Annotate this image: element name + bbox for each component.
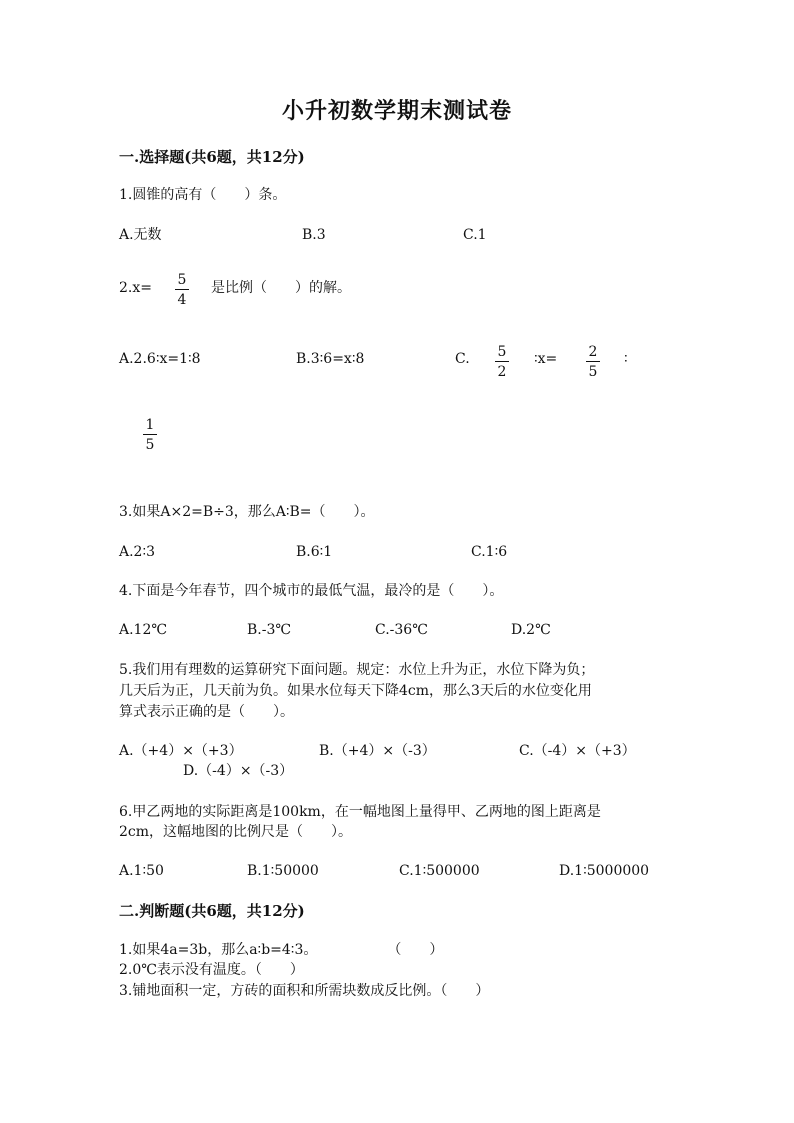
question-1: 1.圆锥的高有（ ）条。 xyxy=(119,187,287,203)
question-2-prefix: 2.x= xyxy=(119,280,152,296)
fraction-bar xyxy=(495,361,509,362)
q6-option-b: B.1∶50000 xyxy=(247,863,319,879)
fraction-denominator: 5 xyxy=(145,437,155,453)
fraction-denominator: 2 xyxy=(497,364,507,380)
q6-option-c: C.1∶500000 xyxy=(399,863,480,879)
judgement-item-3: 3.铺地面积一定，方砖的面积和所需块数成反比例。（ ） xyxy=(119,983,490,999)
q2-option-c-mid: ∶x= xyxy=(534,351,558,367)
q1-option-c: C.1 xyxy=(463,227,487,243)
q2-option-c-prefix: C. xyxy=(455,351,470,367)
q5-option-d: D.（-4）×（-3） xyxy=(183,763,294,779)
question-6-line-2: 2cm，这幅地图的比例尺是（ ）。 xyxy=(119,824,353,840)
question-2-suffix: 是比例（ ）的解。 xyxy=(211,280,351,296)
q1-option-a: A.无数 xyxy=(119,227,162,243)
section-heading-choice: 一.选择题(共6题，共12分) xyxy=(119,148,305,166)
q4-option-d: D.2℃ xyxy=(511,622,551,638)
fraction-bar xyxy=(586,361,600,362)
q2-option-b: B.3∶6=x∶8 xyxy=(296,351,365,367)
q3-option-a: A.2∶3 xyxy=(119,544,156,560)
q2-fraction-denominator: 4 xyxy=(177,292,187,308)
q6-option-a: A.1∶50 xyxy=(119,863,164,879)
fraction-numerator: 2 xyxy=(588,344,598,360)
q5-option-a: A.（+4）×（+3） xyxy=(119,743,243,759)
fraction-bar xyxy=(175,289,189,290)
q2-option-c-fraction-1 xyxy=(495,345,509,379)
judgement-item-2: 2.0℃表示没有温度。（ ） xyxy=(119,962,304,978)
q2-option-c-colon: ∶ xyxy=(624,351,628,367)
q2-fraction-numerator: 5 xyxy=(177,272,187,288)
q5-option-b: B.（+4）×（-3） xyxy=(319,743,436,759)
q5-option-c: C.（-4）×（+3） xyxy=(519,743,636,759)
judgement-item-1: 1.如果4a=3b，那么a∶b=4∶3。 （ ） xyxy=(119,942,444,958)
question-4: 4.下面是今年春节，四个城市的最低气温，最冷的是（ ）。 xyxy=(119,583,504,599)
q3-option-b: B.6∶1 xyxy=(296,544,333,560)
q3-option-c: C.1∶6 xyxy=(471,544,508,560)
q4-option-b: B.-3℃ xyxy=(247,622,292,638)
q4-option-a: A.12℃ xyxy=(119,622,168,638)
section-heading-judgement: 二.判断题(共6题，共12分) xyxy=(119,902,305,920)
fraction-numerator: 5 xyxy=(497,344,507,360)
question-5-line-1: 5.我们用有理数的运算研究下面问题。规定：水位上升为正，水位下降为负； xyxy=(119,662,595,678)
q4-option-c: C.-36℃ xyxy=(375,622,428,638)
q1-option-b: B.3 xyxy=(302,227,326,243)
q6-option-d: D.1∶5000000 xyxy=(559,863,650,879)
fraction-denominator: 5 xyxy=(588,364,598,380)
q2-fraction xyxy=(175,273,189,307)
question-3: 3.如果A×2=B÷3，那么A∶B=（ ）。 xyxy=(119,504,375,520)
page-title: 小升初数学期末测试卷 xyxy=(281,98,512,124)
q2-option-a: A.2.6∶x=1∶8 xyxy=(119,351,201,367)
question-6-line-1: 6.甲乙两地的实际距离是100km，在一幅地图上量得甲、乙两地的图上距离是 xyxy=(119,804,601,820)
question-5-line-3: 算式表示正确的是（ ）。 xyxy=(119,704,294,720)
question-5-line-2: 几天后为正，几天前为负。如果水位每天下降4cm，那么3天后的水位变化用 xyxy=(119,683,592,699)
fraction-numerator: 1 xyxy=(145,417,155,433)
q2-option-c-fraction-2 xyxy=(586,345,600,379)
q2-option-c-fraction-3 xyxy=(143,418,157,452)
fraction-bar xyxy=(143,434,157,435)
